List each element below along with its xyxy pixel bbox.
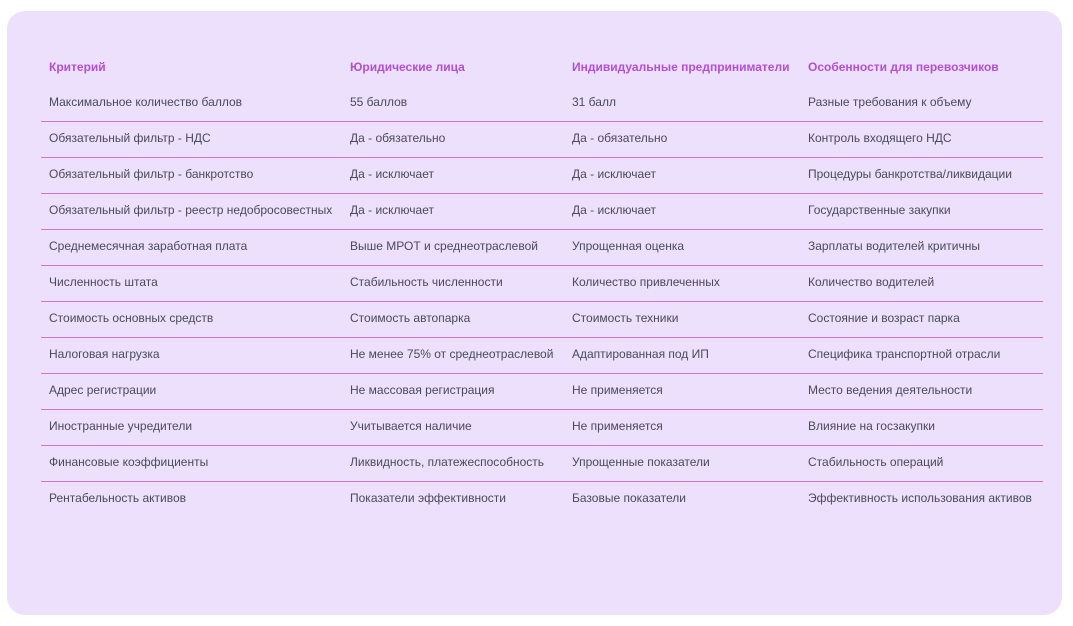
- cell-individual-entrepreneurs: Адаптированная под ИП: [572, 347, 709, 361]
- header-carrier-specifics: Особенности для перевозчиков: [808, 60, 999, 74]
- cell-legal-entities: Да - обязательно: [350, 131, 446, 145]
- cell-legal-entities: Ликвидность, платежеспособность: [350, 455, 545, 469]
- cell-legal-entities: Учитывается наличие: [350, 419, 472, 433]
- cell-criterion: Обязательный фильтр - банкротство: [49, 167, 254, 181]
- cell-individual-entrepreneurs: Да - исключает: [572, 167, 656, 181]
- cell-criterion: Налоговая нагрузка: [49, 347, 160, 361]
- cell-individual-entrepreneurs: Да - исключает: [572, 203, 656, 217]
- table-row: [41, 482, 1043, 518]
- cell-individual-entrepreneurs: Не применяется: [572, 383, 663, 397]
- cell-carrier-specifics: Процедуры банкротства/ликвидации: [808, 167, 1012, 181]
- table-row: [41, 266, 1043, 302]
- cell-criterion: Иностранные учредители: [49, 419, 193, 433]
- cell-individual-entrepreneurs: Не применяется: [572, 419, 663, 433]
- cell-carrier-specifics: Место ведения деятельности: [808, 383, 973, 397]
- cell-legal-entities: Выше МРОТ и среднеотраслевой: [350, 239, 538, 253]
- cell-carrier-specifics: Разные требования к объему: [808, 95, 972, 109]
- cell-individual-entrepreneurs: Упрощенная оценка: [572, 239, 685, 253]
- header-criterion: Критерий: [49, 60, 106, 74]
- cell-legal-entities: Да - исключает: [350, 203, 434, 217]
- cell-carrier-specifics: Зарплаты водителей критичны: [808, 239, 980, 253]
- cell-carrier-specifics: Стабильность операций: [808, 455, 944, 469]
- cell-carrier-specifics: Состояние и возраст парка: [808, 311, 960, 325]
- table-row: [41, 86, 1043, 122]
- cell-criterion: Максимальное количество баллов: [49, 95, 243, 109]
- cell-criterion: Адрес регистрации: [49, 383, 157, 397]
- cell-criterion: Обязательный фильтр - НДС: [49, 131, 211, 145]
- cell-legal-entities: 55 баллов: [350, 95, 408, 109]
- cell-individual-entrepreneurs: Базовые показатели: [572, 491, 686, 505]
- cell-individual-entrepreneurs: 31 балл: [572, 95, 616, 109]
- cell-legal-entities: Показатели эффективности: [350, 491, 506, 505]
- table-row: [41, 374, 1043, 410]
- cell-carrier-specifics: Государственные закупки: [808, 203, 951, 217]
- cell-criterion: Среднемесячная заработная плата: [49, 239, 248, 253]
- table-row: [41, 194, 1043, 230]
- table-body: [41, 86, 1043, 517]
- cell-criterion: Рентабельность активов: [49, 491, 187, 505]
- cell-carrier-specifics: Количество водителей: [808, 275, 935, 289]
- table-row: [41, 302, 1043, 338]
- cell-legal-entities: Не массовая регистрация: [350, 383, 495, 397]
- table-row: [41, 158, 1043, 194]
- cell-legal-entities: Да - исключает: [350, 167, 434, 181]
- cell-criterion: Стоимость основных средств: [49, 311, 214, 325]
- header-legal-entities: Юридические лица: [350, 60, 465, 74]
- cell-individual-entrepreneurs: Количество привлеченных: [572, 275, 720, 289]
- table-row: [41, 122, 1043, 158]
- table-row: [41, 338, 1043, 374]
- table-header: [41, 39, 1043, 86]
- cell-legal-entities: Стабильность численности: [350, 275, 503, 289]
- cell-individual-entrepreneurs: Упрощенные показатели: [572, 455, 710, 469]
- cell-criterion: Финансовые коэффициенты: [49, 455, 209, 469]
- cell-legal-entities: Не менее 75% от среднеотраслевой: [350, 347, 554, 361]
- cell-legal-entities: Стоимость автопарка: [350, 311, 471, 325]
- criteria-table: [41, 39, 1043, 517]
- cell-individual-entrepreneurs: Да - обязательно: [572, 131, 668, 145]
- cell-carrier-specifics: Специфика транспортной отрасли: [808, 347, 1001, 361]
- cell-criterion: Обязательный фильтр - реестр недобросовестных: [49, 203, 333, 217]
- table-row: [41, 230, 1043, 266]
- table-row: [41, 410, 1043, 446]
- cell-individual-entrepreneurs: Стоимость техники: [572, 311, 679, 325]
- header-row: [41, 39, 1043, 86]
- table-row: [41, 446, 1043, 482]
- cell-criterion: Численность штата: [49, 275, 158, 289]
- cell-carrier-specifics: Влияние на госзакупки: [808, 419, 935, 433]
- cell-carrier-specifics: Эффективность использования активов: [808, 491, 1032, 505]
- cell-carrier-specifics: Контроль входящего НДС: [808, 131, 952, 145]
- criteria-card: [7, 11, 1062, 615]
- header-individual-entrepreneurs: Индивидуальные предприниматели: [572, 60, 790, 74]
